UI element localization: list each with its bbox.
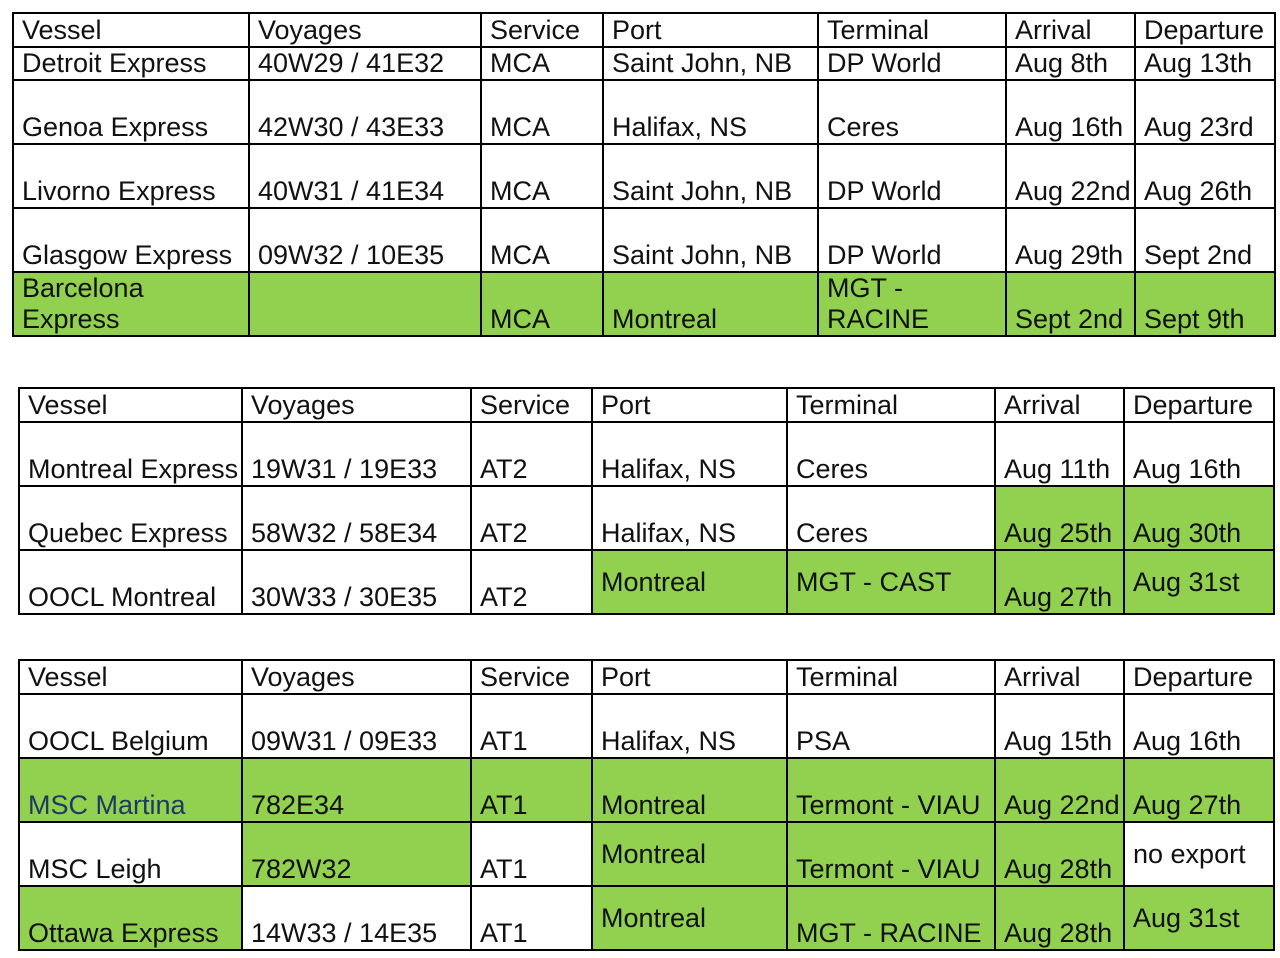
header-service: Service: [471, 660, 592, 694]
arrival-cell: Aug 28th: [995, 822, 1124, 886]
vessel-cell: Ottawa Express: [19, 886, 242, 950]
at1-schedule-table: [18, 659, 1275, 951]
header-voyages: Voyages: [249, 13, 481, 47]
service-cell: AT2: [471, 550, 592, 614]
table-row: [19, 758, 1274, 822]
table-row: [13, 47, 1275, 80]
departure-cell: Aug 16th: [1124, 422, 1274, 486]
departure-cell: Aug 27th: [1124, 758, 1274, 822]
departure-cell: Aug 26th: [1135, 144, 1275, 208]
table-header-row: [19, 660, 1274, 694]
departure-cell: Aug 31st: [1124, 550, 1274, 614]
vessel-cell: Glasgow Express: [13, 208, 249, 272]
port-cell: Montreal: [592, 758, 787, 822]
port-cell: Halifax, NS: [603, 80, 818, 144]
terminal-cell: Ceres: [787, 486, 995, 550]
arrival-cell: Aug 25th: [995, 486, 1124, 550]
service-cell: AT2: [471, 422, 592, 486]
departure-cell: Aug 13th: [1135, 47, 1275, 80]
table-row: [13, 208, 1275, 272]
vessel-cell: MSC Leigh: [19, 822, 242, 886]
port-cell: Montreal: [603, 272, 818, 336]
service-cell: AT1: [471, 886, 592, 950]
header-arrival: Arrival: [1006, 13, 1135, 47]
header-vessel: Vessel: [19, 388, 242, 422]
header-port: Port: [592, 660, 787, 694]
arrival-cell: Aug 27th: [995, 550, 1124, 614]
table-row: [13, 144, 1275, 208]
header-port: Port: [592, 388, 787, 422]
port-cell: Halifax, NS: [592, 486, 787, 550]
terminal-cell: Termont - VIAU: [787, 822, 995, 886]
port-cell: Montreal: [592, 822, 787, 886]
departure-cell: Aug 31st: [1124, 886, 1274, 950]
header-terminal: Terminal: [787, 388, 995, 422]
voyages-cell: 58W32 / 58E34: [242, 486, 471, 550]
voyages-cell: 19W31 / 19E33: [242, 422, 471, 486]
service-cell: MCA: [481, 272, 603, 336]
departure-cell: Aug 23rd: [1135, 80, 1275, 144]
vessel-cell: Genoa Express: [13, 80, 249, 144]
terminal-cell: Termont - VIAU: [787, 758, 995, 822]
table-row: [19, 422, 1274, 486]
arrival-cell: Aug 11th: [995, 422, 1124, 486]
vessel-cell: Montreal Express: [19, 422, 242, 486]
service-cell: AT1: [471, 694, 592, 758]
table-row: [19, 550, 1274, 614]
port-cell: Saint John, NB: [603, 47, 818, 80]
arrival-cell: Aug 22nd: [1006, 144, 1135, 208]
vessel-cell: OOCL Belgium: [19, 694, 242, 758]
vessel-cell: Barcelona Express: [13, 272, 249, 336]
voyages-cell: 30W33 / 30E35: [242, 550, 471, 614]
terminal-cell: MGT - RACINE: [787, 886, 995, 950]
service-cell: MCA: [481, 80, 603, 144]
terminal-cell: MGT - CAST: [787, 550, 995, 614]
vessel-cell: Detroit Express: [13, 47, 249, 80]
terminal-cell: DP World: [818, 208, 1006, 272]
vessel-cell: OOCL Montreal: [19, 550, 242, 614]
service-cell: AT2: [471, 486, 592, 550]
voyages-cell: 40W31 / 41E34: [249, 144, 481, 208]
table-row: [19, 886, 1274, 950]
arrival-cell: Aug 28th: [995, 886, 1124, 950]
header-arrival: Arrival: [995, 660, 1124, 694]
departure-cell: Sept 9th: [1135, 272, 1275, 336]
arrival-cell: Aug 29th: [1006, 208, 1135, 272]
port-cell: Saint John, NB: [603, 208, 818, 272]
header-departure: Departure: [1124, 388, 1274, 422]
mca-schedule-table: [12, 12, 1276, 337]
header-vessel: Vessel: [19, 660, 242, 694]
header-vessel: Vessel: [13, 13, 249, 47]
table-row: [19, 486, 1274, 550]
service-cell: MCA: [481, 47, 603, 80]
table-row: [19, 822, 1274, 886]
header-terminal: Terminal: [787, 660, 995, 694]
service-cell: AT1: [471, 758, 592, 822]
voyages-cell: 14W33 / 14E35: [242, 886, 471, 950]
departure-cell: Aug 30th: [1124, 486, 1274, 550]
terminal-cell: MGT - RACINE: [818, 272, 1006, 336]
terminal-cell: Ceres: [787, 422, 995, 486]
voyages-cell: 42W30 / 43E33: [249, 80, 481, 144]
table-row: [13, 80, 1275, 144]
voyages-cell: 09W31 / 09E33: [242, 694, 471, 758]
arrival-cell: Aug 8th: [1006, 47, 1135, 80]
departure-cell: no export: [1124, 822, 1274, 886]
vessel-cell: Livorno Express: [13, 144, 249, 208]
terminal-cell: Ceres: [818, 80, 1006, 144]
arrival-cell: Sept 2nd: [1006, 272, 1135, 336]
port-cell: Halifax, NS: [592, 694, 787, 758]
departure-cell: Aug 16th: [1124, 694, 1274, 758]
header-port: Port: [603, 13, 818, 47]
port-cell: Saint John, NB: [603, 144, 818, 208]
header-service: Service: [471, 388, 592, 422]
header-voyages: Voyages: [242, 660, 471, 694]
header-service: Service: [481, 13, 603, 47]
header-departure: Departure: [1124, 660, 1274, 694]
vessel-cell: MSC Martina: [19, 758, 242, 822]
terminal-cell: PSA: [787, 694, 995, 758]
header-terminal: Terminal: [818, 13, 1006, 47]
departure-cell: Sept 2nd: [1135, 208, 1275, 272]
table-row: [19, 694, 1274, 758]
table-header-row: [19, 388, 1274, 422]
arrival-cell: Aug 22nd: [995, 758, 1124, 822]
header-departure: Departure: [1135, 13, 1275, 47]
header-voyages: Voyages: [242, 388, 471, 422]
voyages-cell: [249, 272, 481, 336]
voyages-cell: 782W32: [242, 822, 471, 886]
port-cell: Montreal: [592, 550, 787, 614]
arrival-cell: Aug 15th: [995, 694, 1124, 758]
terminal-cell: DP World: [818, 47, 1006, 80]
voyages-cell: 09W32 / 10E35: [249, 208, 481, 272]
table-header-row: [13, 13, 1275, 47]
voyages-cell: 40W29 / 41E32: [249, 47, 481, 80]
arrival-cell: Aug 16th: [1006, 80, 1135, 144]
service-cell: AT1: [471, 822, 592, 886]
port-cell: Montreal: [592, 886, 787, 950]
service-cell: MCA: [481, 208, 603, 272]
table-row: [13, 272, 1275, 336]
header-arrival: Arrival: [995, 388, 1124, 422]
terminal-cell: DP World: [818, 144, 1006, 208]
port-cell: Halifax, NS: [592, 422, 787, 486]
service-cell: MCA: [481, 144, 603, 208]
at2-schedule-table: [18, 387, 1275, 615]
vessel-cell: Quebec Express: [19, 486, 242, 550]
voyages-cell: 782E34: [242, 758, 471, 822]
